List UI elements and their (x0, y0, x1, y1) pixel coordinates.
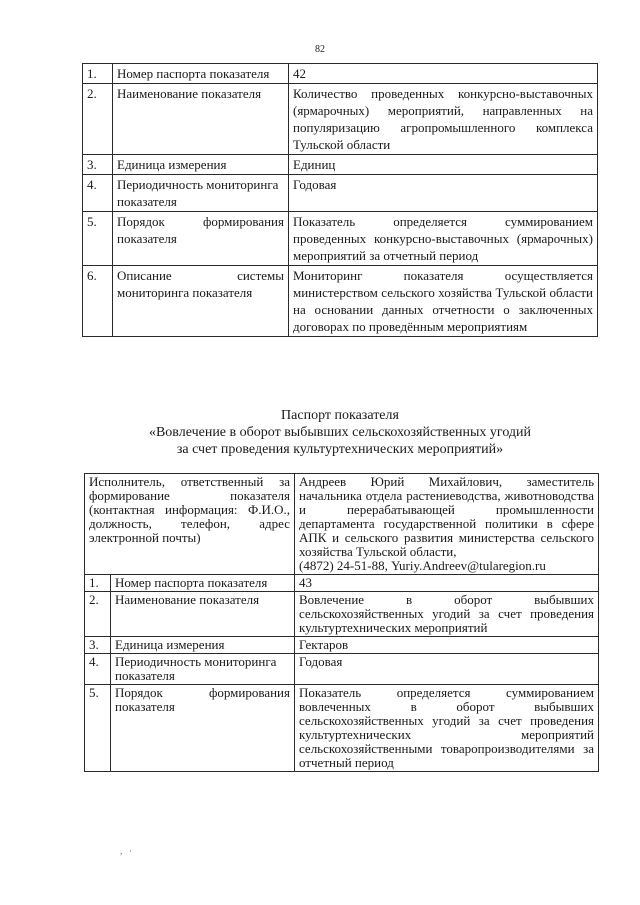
executor-name: Андреев Юрий Михайлович, заместитель начальника отдела растениеводства, животноводства и перерабатывающей промышленности департамента государственной политики в сфере АПК и сельского развития министерства сельского хозяйства Тульской области, (299, 474, 594, 559)
indicator-passport-table-43 (84, 473, 599, 772)
heading-subtitle-line: за счет проведения культуртехнических мероприятий» (176, 442, 504, 457)
executor-contact: (4872) 24-51-88, Yuriy.Andreev@tularegion.ru (299, 558, 546, 573)
table-row-executor (85, 474, 599, 575)
table-row (83, 175, 598, 212)
row-label: Наименование показателя (113, 84, 289, 155)
row-number: 2. (85, 592, 111, 637)
row-value: Показатель определяется суммированием вовлеченных в оборот выбывших сельскохозяйственных угодий за счет проведения культуртехнических мероприятий сельскохозяйственными товаропроизводителями за отчетный период (295, 685, 599, 772)
row-value: Единиц (289, 155, 598, 175)
row-number: 1. (85, 575, 111, 592)
row-value: 43 (295, 575, 599, 592)
row-number: 5. (85, 685, 111, 772)
table-row (85, 592, 599, 637)
heading-title: Паспорт показателя (281, 408, 399, 423)
table-row (85, 685, 599, 772)
row-label: Порядок формирования показателя (111, 685, 295, 772)
page-number: 82 (315, 44, 325, 55)
executor-value (295, 474, 599, 575)
row-number: 2. (83, 84, 113, 155)
table-row (85, 654, 599, 685)
row-label: Единица измерения (111, 637, 295, 654)
row-label: Единица измерения (113, 155, 289, 175)
table-row (83, 84, 598, 155)
row-value: Гектаров (295, 637, 599, 654)
row-value: Вовлечение в оборот выбывших сельскохозяйственных угодий за счет проведения культуртехнических мероприятий (295, 592, 599, 637)
row-label: Номер паспорта показателя (111, 575, 295, 592)
row-number: 5. (83, 212, 113, 266)
scan-mark: , · (120, 846, 132, 856)
row-value: Мониторинг показателя осуществляется министерством сельского хозяйства Тульской области на основании данных отчетности о заключенных договорах по проведённым мероприятиям (289, 266, 598, 337)
executor-label: Исполнитель, ответственный за формирование показателя (контактная информация: Ф.И.О., должность, телефон, адрес электронной почты) (85, 474, 295, 575)
row-value: Годовая (289, 175, 598, 212)
table-row (85, 575, 599, 592)
table-row (83, 266, 598, 337)
row-label: Периодичность мониторинга показателя (113, 175, 289, 212)
row-number: 3. (85, 637, 111, 654)
table-row (83, 212, 598, 266)
row-label: Номер паспорта показателя (113, 64, 289, 84)
row-label: Порядок формирования показателя (113, 212, 289, 266)
row-value: Количество проведенных конкурсно-выставочных (ярмарочных) мероприятий, направленных на популяризацию агропромышленного комплекса Тульской области (289, 84, 598, 155)
row-label: Описание системы мониторинга показателя (113, 266, 289, 337)
table-row (85, 637, 599, 654)
row-number: 3. (83, 155, 113, 175)
row-number: 6. (83, 266, 113, 337)
passport-heading (82, 407, 598, 458)
row-value: Показатель определяется суммированием проведенных конкурсно-выставочных (ярмарочных) мероприятий за отчетный период (289, 212, 598, 266)
table-row (83, 155, 598, 175)
heading-subtitle-line: «Вовлечение в оборот выбывших сельскохозяйственных угодий (148, 425, 532, 440)
indicator-passport-table-42 (82, 63, 598, 337)
row-number: 4. (85, 654, 111, 685)
row-value: Годовая (295, 654, 599, 685)
row-label: Наименование показателя (111, 592, 295, 637)
row-number: 1. (83, 64, 113, 84)
row-value: 42 (289, 64, 598, 84)
row-label: Периодичность мониторинга показателя (111, 654, 295, 685)
table-row (83, 64, 598, 84)
row-number: 4. (83, 175, 113, 212)
